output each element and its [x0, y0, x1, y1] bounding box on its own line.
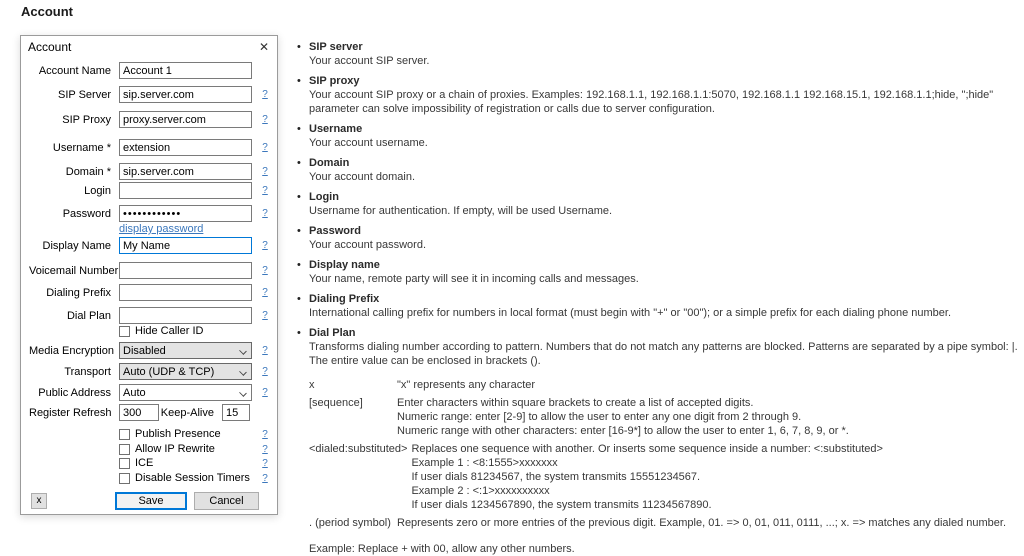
dial-plan-input[interactable] — [119, 307, 252, 324]
transport-row — [29, 363, 272, 380]
dial-plan-term: <dialed:substituted> — [309, 443, 408, 455]
login-row — [29, 182, 272, 199]
dial-plan-row-period — [309, 516, 1018, 530]
allow-ip-rewrite-checkbox[interactable] — [119, 444, 130, 455]
hide-caller-id-row — [119, 324, 272, 338]
help-item-desc: Your account username. — [309, 137, 428, 149]
help-item-title: • Username — [309, 123, 363, 135]
dial-plan-def: Enter characters within square brackets to create a list of accepted digits. — [397, 397, 754, 409]
dial-plan-term: . (period symbol) — [309, 517, 391, 529]
dialog-title: Account — [28, 39, 72, 54]
help-item-desc: Transforms dialing number according to pattern. Numbers that do not match any patterns are blocked. Patterns are separated by a pipe symbol: |. The entire value can be enclosed in brackets (). — [309, 341, 1018, 367]
media-encryption-row — [29, 342, 272, 359]
transport-label: Transport — [64, 365, 111, 378]
keep-alive-label: Keep-Alive — [160, 406, 214, 419]
transport-value: Auto (UDP & TCP) — [123, 365, 215, 378]
account-dialog — [20, 35, 278, 515]
display-name-row — [29, 237, 272, 254]
dialing-prefix-row — [29, 284, 272, 301]
help-item-title: • Domain — [309, 157, 350, 169]
password-label: Password — [62, 207, 111, 220]
dial-plan-def: Numeric range: enter [2-9] to allow the user to enter any one digit from 2 through 9. — [397, 411, 802, 423]
help-item-title: • SIP server — [309, 41, 363, 53]
dialog-titlebar — [21, 36, 277, 57]
login-label: Login — [84, 184, 111, 197]
voicemail-row — [29, 262, 272, 279]
register-refresh-row — [29, 404, 272, 421]
dial-plan-term: [sequence] — [309, 397, 363, 409]
help-item-title: • Display name — [309, 259, 380, 271]
account-name-row — [29, 62, 272, 79]
disable-session-timers-help-icon[interactable]: ? — [262, 472, 268, 484]
help-item-desc: Your account SIP proxy or a chain of proxies. Examples: 192.168.1.1, 192.168.1.1:5070, 192.168.1.1 192.168.15.1, 192.168.1.1;hide, ";hide" parameter can solve impossibility of registration or calls due to server configuration. — [309, 89, 994, 115]
media-encryption-help-icon[interactable]: ? — [262, 345, 268, 356]
help-item-desc: Your name, remote party will see it in incoming calls and messages. — [309, 273, 639, 285]
help-item-title: • Dial Plan — [309, 327, 356, 339]
domain-row — [29, 163, 272, 180]
dial-plan-example: Example: Replace + with 00, allow any other numbers. — [309, 543, 575, 555]
help-item-display-name — [296, 258, 1018, 286]
media-encryption-value: Disabled — [123, 344, 166, 357]
dial-plan-def: Represents zero or more entries of the previous digit. Example, 01. => 0, 01, 011, 0111, ...; x. => matches any dialed number. — [397, 517, 1007, 529]
password-row — [29, 205, 272, 222]
dial-plan-row — [29, 307, 272, 324]
dialing-prefix-label: Dialing Prefix — [46, 286, 111, 299]
voicemail-help-icon[interactable]: ? — [262, 265, 268, 276]
publish-presence-checkbox[interactable] — [119, 429, 130, 440]
sip-server-help-icon[interactable]: ? — [262, 89, 268, 100]
domain-help-icon[interactable]: ? — [262, 166, 268, 177]
help-item-dial-plan — [296, 326, 1018, 368]
domain-label: Domain * — [65, 165, 111, 178]
transport-dropdown[interactable] — [119, 363, 252, 380]
disable-session-timers-label: Disable Session Timers — [135, 472, 250, 484]
cancel-button[interactable]: Cancel — [194, 492, 259, 510]
domain-input[interactable] — [119, 163, 252, 180]
help-item-title: • Password — [309, 225, 361, 237]
account-name-label: Account Name — [38, 64, 111, 77]
voicemail-label: Voicemail Number — [29, 264, 119, 277]
dial-plan-def: Numeric range with other characters: enter [16-9*] to allow the user to enter 1, 6, 7, 8, 9, or *. — [397, 425, 849, 437]
help-item-domain — [296, 156, 1018, 184]
disable-session-timers-row — [119, 471, 272, 485]
password-input[interactable] — [119, 205, 252, 222]
display-name-help-icon[interactable]: ? — [262, 240, 268, 251]
username-input[interactable] — [119, 139, 252, 156]
page-title: Account — [21, 4, 73, 19]
dialing-prefix-input[interactable] — [119, 284, 252, 301]
allow-ip-rewrite-row — [119, 442, 272, 456]
sip-proxy-row — [29, 111, 272, 128]
public-address-dropdown[interactable] — [119, 384, 252, 401]
sip-proxy-input[interactable] — [119, 111, 252, 128]
media-encryption-label: Media Encryption — [29, 344, 114, 357]
sip-proxy-label: SIP Proxy — [62, 113, 111, 126]
hide-caller-id-label: Hide Caller ID — [135, 325, 204, 337]
dial-plan-def: Example 1 : <8:1555>xxxxxxx — [411, 457, 558, 469]
dial-plan-row-x — [309, 378, 1018, 392]
corner-x-button[interactable]: x — [31, 493, 47, 509]
username-row — [29, 139, 272, 156]
register-refresh-label: Register Refresh — [29, 406, 112, 419]
dial-plan-def: If user dials 1234567890, the system transmits 11234567890. — [411, 499, 712, 511]
sip-proxy-help-icon[interactable]: ? — [262, 114, 268, 125]
dial-plan-term: x — [309, 379, 315, 391]
username-label: Username * — [52, 141, 111, 154]
hide-caller-id-checkbox[interactable] — [119, 326, 130, 337]
display-password-row — [119, 223, 239, 235]
voicemail-input[interactable] — [119, 262, 252, 279]
help-item-desc: International calling prefix for numbers in local format (must begin with "+" or "00"); or a simple prefix for each dialing phone number. — [309, 307, 952, 319]
help-item-title: • Login — [309, 191, 339, 203]
display-password-link[interactable]: display password — [119, 223, 204, 235]
allow-ip-rewrite-label: Allow IP Rewrite — [135, 443, 215, 455]
username-help-icon[interactable]: ? — [262, 142, 268, 153]
media-encryption-dropdown[interactable] — [119, 342, 252, 359]
password-help-icon[interactable]: ? — [262, 208, 268, 219]
help-item-password — [296, 224, 1018, 252]
dial-plan-def: Example 2 : <:1>xxxxxxxxxx — [411, 485, 550, 497]
help-item-username — [296, 122, 1018, 150]
help-item-login — [296, 190, 1018, 218]
save-button[interactable]: Save — [115, 492, 187, 510]
dial-plan-table — [296, 378, 1018, 530]
sip-server-input[interactable] — [119, 86, 252, 103]
chevron-down-icon — [239, 347, 247, 355]
public-address-help-icon[interactable]: ? — [262, 387, 268, 398]
help-item-desc: Your account password. — [309, 239, 426, 251]
dial-plan-def: Replaces one sequence with another. Or inserts some sequence inside a number: <:substituted> — [411, 443, 883, 455]
help-item-dialing-prefix — [296, 292, 1018, 320]
login-help-icon[interactable]: ? — [262, 185, 268, 196]
keep-alive-input[interactable] — [222, 404, 250, 421]
login-input[interactable] — [119, 182, 252, 199]
account-name-input[interactable] — [119, 62, 252, 79]
public-address-value: Auto — [123, 386, 146, 399]
sip-server-label: SIP Server — [58, 88, 111, 101]
chevron-down-icon — [239, 368, 247, 376]
transport-help-icon[interactable]: ? — [262, 366, 268, 377]
dial-plan-label: Dial Plan — [66, 309, 111, 322]
help-item-desc: Your account SIP server. — [309, 55, 430, 67]
dialog-footer — [29, 492, 272, 510]
dial-plan-def: If user dials 81234567, the system transmits 15551234567. — [411, 471, 701, 483]
dialing-prefix-help-icon[interactable]: ? — [262, 287, 268, 298]
allow-ip-rewrite-help-icon[interactable]: ? — [262, 443, 268, 455]
ice-checkbox[interactable] — [119, 458, 130, 469]
ice-label: ICE — [135, 457, 154, 469]
help-panel — [296, 40, 1018, 556]
disable-session-timers-checkbox[interactable] — [119, 473, 130, 484]
publish-presence-row — [119, 427, 272, 441]
display-name-label: Display Name — [42, 239, 111, 252]
help-item-sip-server — [296, 40, 1018, 68]
public-address-row — [29, 384, 272, 401]
display-name-input[interactable] — [119, 237, 252, 254]
help-item-desc: Your account domain. — [309, 171, 415, 183]
close-icon[interactable]: ✕ — [258, 39, 270, 54]
ice-help-icon[interactable]: ? — [262, 457, 268, 469]
help-item-sip-proxy — [296, 74, 1018, 116]
sip-server-row — [29, 86, 272, 103]
public-address-label: Public Address — [38, 386, 111, 399]
help-item-desc: Username for authentication. If empty, will be used Username. — [309, 205, 613, 217]
help-item-title: • Dialing Prefix — [309, 293, 380, 305]
ice-row — [119, 456, 272, 470]
chevron-down-icon — [239, 389, 247, 397]
dial-plan-help-icon[interactable]: ? — [262, 310, 268, 321]
dial-plan-def: "x" represents any character — [397, 379, 536, 391]
help-item-title: • SIP proxy — [309, 75, 360, 87]
dial-plan-row-sequence — [309, 396, 1018, 438]
publish-presence-help-icon[interactable]: ? — [262, 428, 268, 440]
register-refresh-input[interactable] — [119, 404, 159, 421]
dial-plan-row-substituted — [309, 442, 1018, 512]
publish-presence-label: Publish Presence — [135, 428, 221, 440]
